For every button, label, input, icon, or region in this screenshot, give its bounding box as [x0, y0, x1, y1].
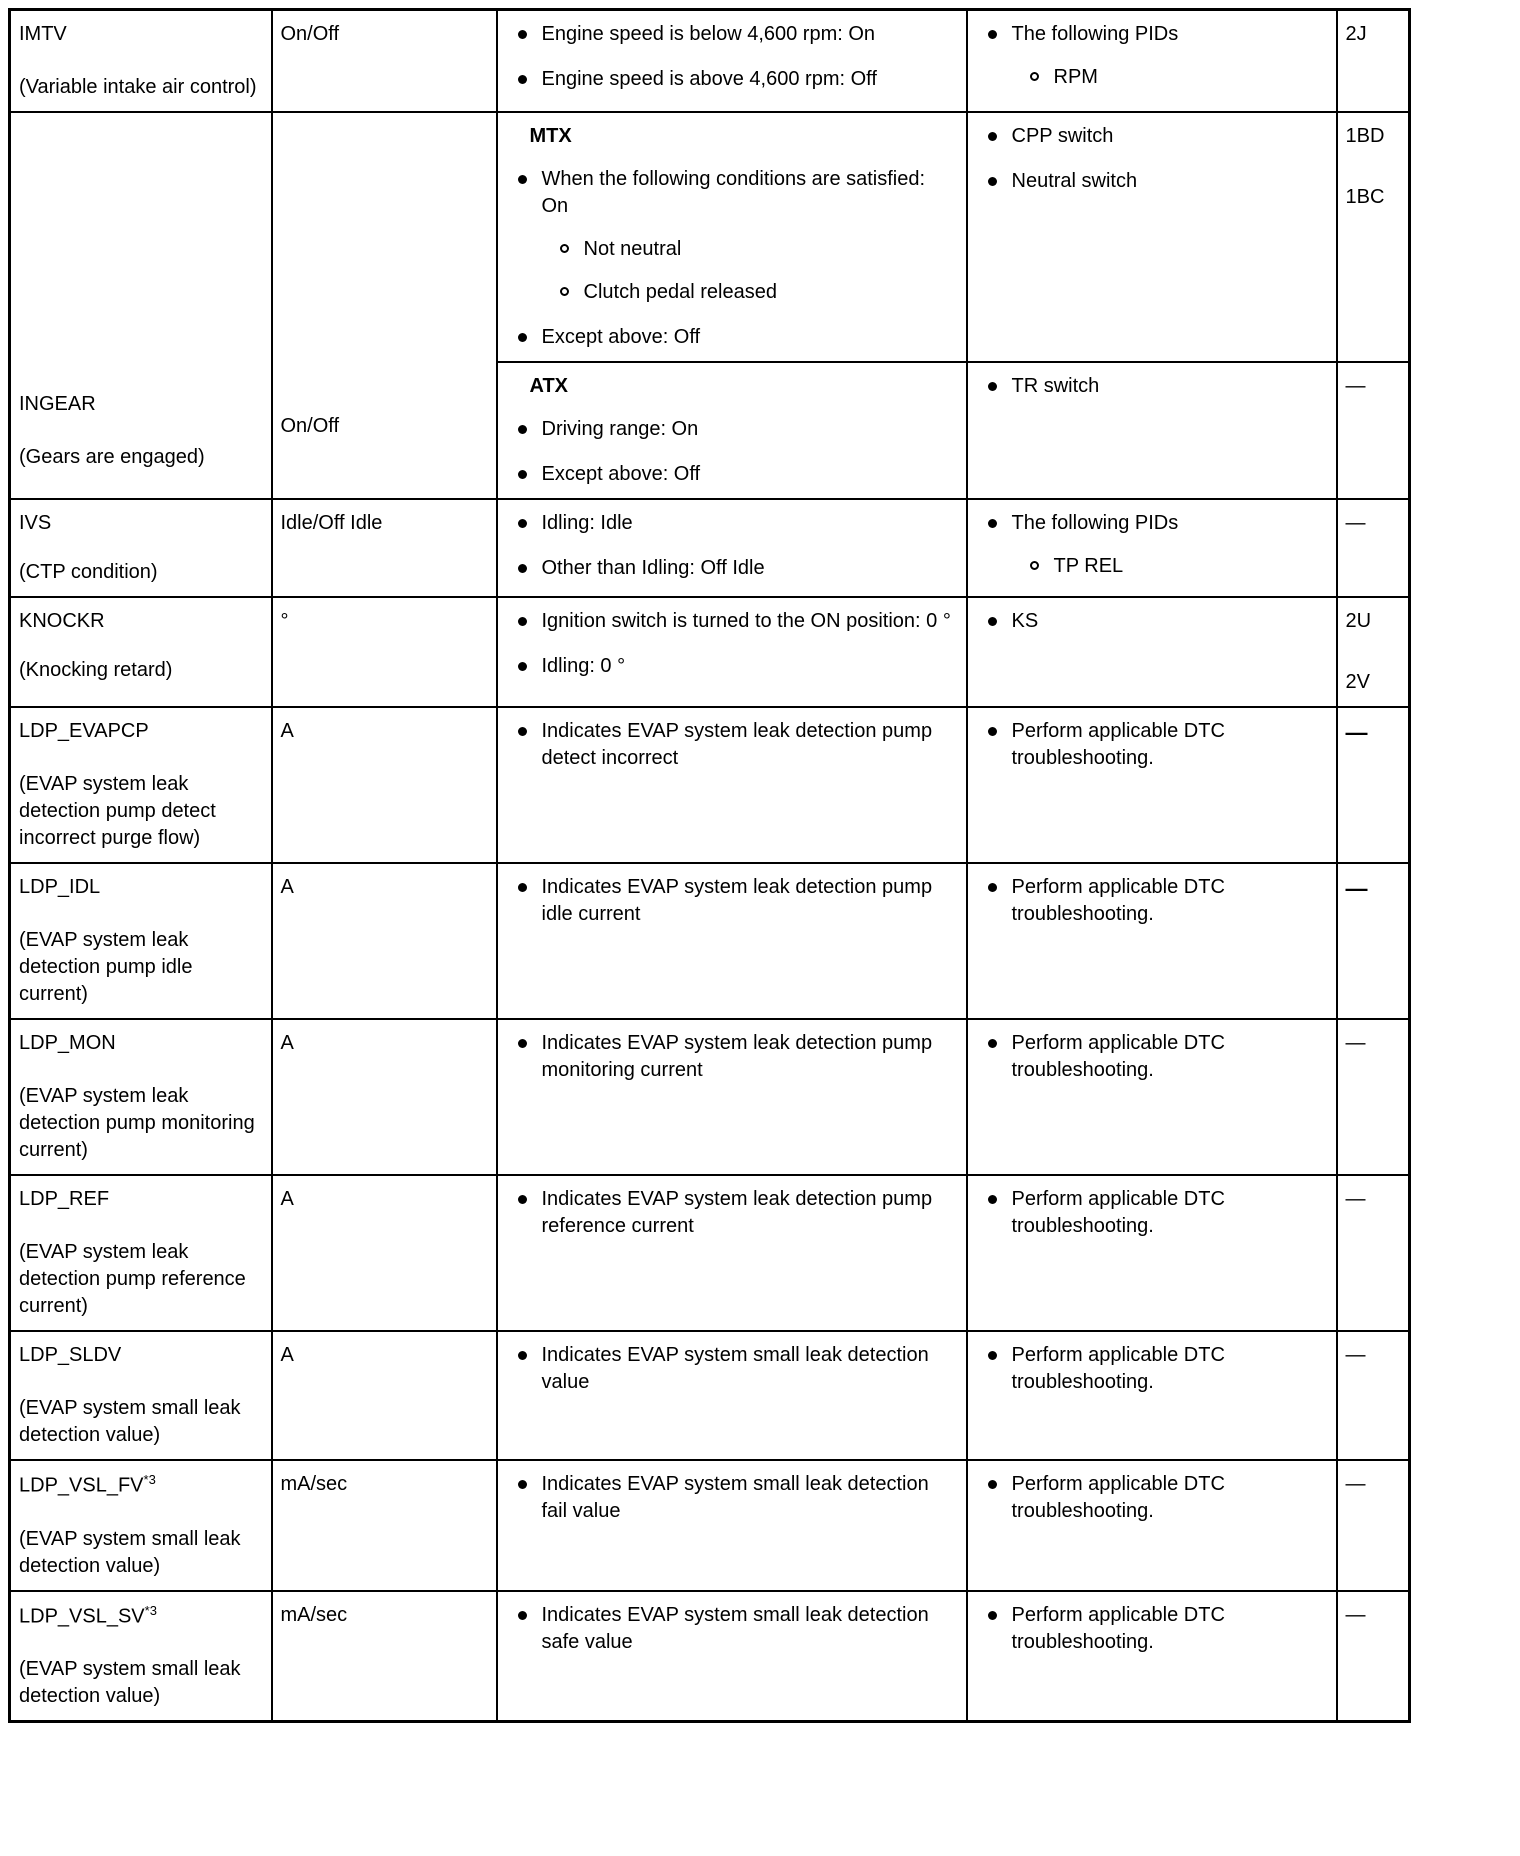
pid-condition-cell: [497, 597, 967, 707]
pid-unit-cell: [272, 10, 497, 113]
table-row: [10, 499, 1410, 597]
pid-description: (EVAP system small leak detection value): [19, 1397, 241, 1446]
reference-code: —: [1345, 1188, 1366, 1210]
condition-item: Ignition switch is turned to the ON position: 0 °: [506, 608, 956, 635]
pid-condition-cell: [497, 112, 967, 362]
pid-name: IVS: [19, 512, 52, 534]
pid-reference-cell: [1337, 1591, 1410, 1722]
reference-code: —: [1345, 512, 1366, 534]
footnote-marker: *3: [143, 1472, 156, 1487]
condition-item: Indicates EVAP system leak detection pump reference current: [506, 1186, 956, 1240]
reference-code: —: [1345, 1344, 1366, 1366]
pid-action-cell: [967, 10, 1337, 113]
pid-name-cell: [10, 1460, 272, 1591]
condition-item: Except above: Off: [506, 324, 956, 351]
pid-unit-cell: [272, 597, 497, 707]
pid-action-cell: [967, 1331, 1337, 1460]
pid-condition-cell: [497, 1460, 967, 1591]
condition-subitem: Not neutral: [542, 236, 956, 263]
pid-unit-cell: [272, 1175, 497, 1331]
pid-unit: Idle/Off Idle: [280, 512, 383, 534]
pid-description: (Gears are engaged): [19, 446, 205, 468]
action-item: CPP switch: [976, 123, 1326, 150]
pid-reference-cell: [1337, 10, 1410, 113]
pid-action-cell: [967, 863, 1337, 1019]
pid-name-cell: [10, 10, 272, 113]
action-item: Perform applicable DTC troubleshooting.: [976, 874, 1326, 928]
pid-unit-cell: [272, 1019, 497, 1175]
pid-name-cell: [10, 112, 272, 499]
action-item: Perform applicable DTC troubleshooting.: [976, 718, 1326, 772]
condition-item: Engine speed is above 4,600 rpm: Off: [506, 66, 956, 93]
pid-name: LDP_REF: [19, 1188, 110, 1210]
pid-action-cell: [967, 1460, 1337, 1591]
action-subitem: RPM: [1012, 64, 1326, 91]
pid-description: (EVAP system leak detection pump idle current): [19, 929, 193, 1005]
action-item: [976, 21, 1326, 91]
pid-condition-cell: [497, 1591, 967, 1722]
pid-name: INGEAR: [19, 393, 96, 415]
condition-item: Indicates EVAP system small leak detection safe value: [506, 1602, 956, 1656]
pid-unit-cell: [272, 863, 497, 1019]
pid-name-cell: [10, 499, 272, 597]
pid-name: LDP_SLDV: [19, 1344, 122, 1366]
pid-unit-cell: [272, 1331, 497, 1460]
action-item: Perform applicable DTC troubleshooting.: [976, 1602, 1326, 1656]
condition-item: Indicates EVAP system small leak detection fail value: [506, 1471, 956, 1525]
action-item: KS: [976, 608, 1326, 635]
pid-description: (EVAP system small leak detection value): [19, 1527, 241, 1577]
pid-condition-cell: [497, 10, 967, 113]
reference-code: —: [1345, 1032, 1366, 1054]
pid-reference-cell: [1337, 1175, 1410, 1331]
pid-reference-cell: [1337, 597, 1410, 707]
pid-unit: A: [280, 720, 294, 742]
pid-description: (EVAP system leak detection pump reference current): [19, 1241, 246, 1317]
pid-name: LDP_EVAPCP: [19, 720, 149, 742]
pid-name-cell: [10, 1591, 272, 1722]
condition-item: Idling: 0 °: [506, 653, 956, 680]
pid-description: (Knocking retard): [19, 659, 173, 681]
action-item: Perform applicable DTC troubleshooting.: [976, 1030, 1326, 1084]
pid-name-cell: [10, 1175, 272, 1331]
pid-unit-cell: [272, 499, 497, 597]
pid-reference-cell: [1337, 1019, 1410, 1175]
condition-item: [506, 166, 956, 306]
pid-unit: A: [280, 1032, 294, 1054]
pid-action-cell: [967, 499, 1337, 597]
pid-action-cell: [967, 1591, 1337, 1722]
footnote-marker: *3: [144, 1602, 157, 1618]
condition-item: Indicates EVAP system small leak detection value: [506, 1342, 956, 1396]
pid-name-cell: [10, 863, 272, 1019]
pid-action-cell: [967, 362, 1337, 499]
pid-description: (EVAP system leak detection pump detect incorrect purge flow): [19, 773, 216, 849]
pid-condition-cell: [497, 1019, 967, 1175]
pid-unit-cell: [272, 1591, 497, 1722]
pid-condition-cell: [497, 863, 967, 1019]
transmission-type-mtx: MTX: [529, 125, 572, 147]
pid-name: LDP_IDL: [19, 876, 101, 898]
reference-code: —: [1345, 375, 1366, 397]
pid-condition-cell: [497, 1331, 967, 1460]
pid-unit: On/Off: [280, 415, 340, 437]
pid-action-cell: [967, 597, 1337, 707]
reference-code: 2J: [1345, 23, 1367, 45]
table-row: [10, 707, 1410, 863]
pid-name: LDP_VSL_SV$^{*3}$: [19, 1602, 157, 1628]
pid-condition-cell: [497, 1175, 967, 1331]
pid-name-cell: [10, 597, 272, 707]
transmission-type-atx: ATX: [529, 375, 569, 397]
action-subitem: TP REL: [1012, 553, 1326, 580]
pid-condition-cell: [497, 707, 967, 863]
table-row: [10, 1019, 1410, 1175]
pid-condition-cell: [497, 499, 967, 597]
action-item: [976, 510, 1326, 580]
reference-code: 1BD: [1345, 125, 1385, 147]
pid-action-cell: [967, 1175, 1337, 1331]
action-item: Perform applicable DTC troubleshooting.: [976, 1342, 1326, 1396]
action-label: The following PIDs: [1011, 23, 1179, 45]
pid-unit-cell: [272, 112, 497, 499]
pid-description: (EVAP system small leak detection value): [19, 1658, 241, 1708]
pid-unit: A: [280, 1344, 294, 1366]
pid-reference-cell: [1337, 707, 1410, 863]
pid-unit-cell: [272, 707, 497, 863]
pid-description: (EVAP system leak detection pump monitoring current): [19, 1085, 255, 1161]
pid-reference-cell: [1337, 362, 1410, 499]
table-row: [10, 863, 1410, 1019]
pid-name: KNOCKR: [19, 610, 105, 632]
condition-item: Other than Idling: Off Idle: [506, 555, 956, 582]
action-item: Perform applicable DTC troubleshooting.: [976, 1471, 1326, 1525]
reference-code: —: [1345, 1473, 1366, 1495]
pid-unit: mA/sec: [280, 1603, 348, 1626]
pid-unit: On/Off: [280, 23, 340, 45]
pid-reference-cell: [1337, 112, 1410, 362]
reference-code: 2V: [1345, 671, 1370, 693]
table-row: [10, 597, 1410, 707]
pid-unit: mA/sec: [280, 1473, 348, 1495]
condition-subitem: Clutch pedal released: [542, 279, 956, 306]
pid-action-cell: [967, 1019, 1337, 1175]
condition-item: Indicates EVAP system leak detection pump detect incorrect: [506, 718, 956, 772]
pid-name: LDP_MON: [19, 1032, 116, 1054]
pid-description: (Variable intake air control): [19, 76, 257, 98]
pid-name: IMTV: [19, 23, 67, 45]
condition-item: Except above: Off: [506, 461, 956, 488]
pid-action-cell: [967, 707, 1337, 863]
table-row: [10, 1460, 1410, 1591]
table-row: [10, 1591, 1410, 1722]
reference-code: —: [1345, 1603, 1366, 1626]
pid-data-monitor-table: [8, 8, 1411, 1723]
pid-condition-cell: [497, 362, 967, 499]
table-row: [10, 10, 1410, 113]
pid-unit: A: [280, 1188, 294, 1210]
pid-name: LDP_VSL_FV$^{*3}$: [19, 1472, 156, 1497]
condition-item: Indicates EVAP system leak detection pump monitoring current: [506, 1030, 956, 1084]
condition-item: Engine speed is below 4,600 rpm: On: [506, 21, 956, 48]
action-label: The following PIDs: [1011, 512, 1179, 534]
action-item: TR switch: [976, 373, 1326, 400]
condition-item: Indicates EVAP system leak detection pump idle current: [506, 874, 956, 928]
reference-code: 2U: [1345, 610, 1372, 632]
pid-action-cell: [967, 112, 1337, 362]
table-row: [10, 1331, 1410, 1460]
pid-name-cell: [10, 1019, 272, 1175]
pid-name-cell: [10, 707, 272, 863]
pid-reference-cell: [1337, 1331, 1410, 1460]
pid-description: (CTP condition): [19, 561, 158, 583]
reference-code: —: [1345, 720, 1368, 745]
action-item: Neutral switch: [976, 168, 1326, 195]
pid-reference-cell: [1337, 863, 1410, 1019]
pid-reference-cell: [1337, 1460, 1410, 1591]
condition-item: Driving range: On: [506, 416, 956, 443]
pid-reference-cell: [1337, 499, 1410, 597]
condition-label: When the following conditions are satisfied: On: [541, 168, 926, 217]
reference-code: 1BC: [1345, 186, 1385, 208]
action-item: Perform applicable DTC troubleshooting.: [976, 1186, 1326, 1240]
pid-name-cell: [10, 1331, 272, 1460]
pid-unit: °: [280, 610, 289, 632]
pid-unit: A: [280, 876, 294, 898]
reference-code: —: [1345, 876, 1368, 901]
table-row: [10, 1175, 1410, 1331]
condition-item: Idling: Idle: [506, 510, 956, 537]
pid-unit-cell: [272, 1460, 497, 1591]
table-row: [10, 112, 1410, 362]
